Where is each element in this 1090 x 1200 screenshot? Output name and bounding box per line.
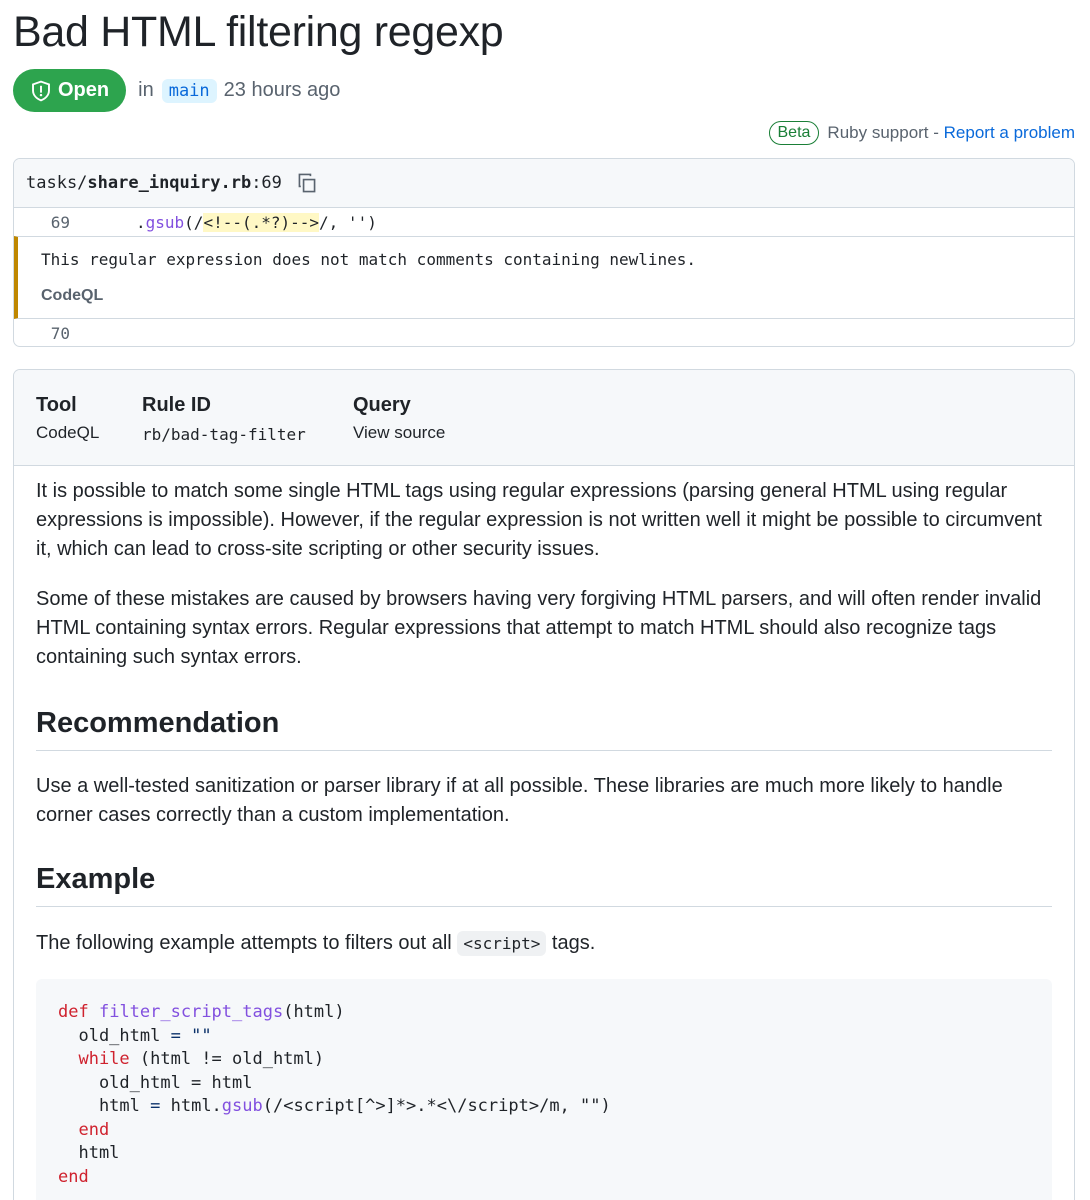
rule-column [142, 394, 306, 444]
help-paragraph-1: It is possible to match some single HTML tags using regular expressions (parsing general HTML using regular expressions is impossible). However, if the regular expression is not written well it might be possible to circumvent it, which can lead to cross-site scripting or other security issues. [36, 480, 1042, 560]
path-prefix: tasks/ [26, 173, 88, 193]
help-paragraph-2: Some of these mistakes are caused by browsers having very forgiving HTML parsers, and will often render invalid HTML containing syntax errors. Regular expressions that attempt to match HTML should also recognize tags containing such syntax errors. [36, 588, 1042, 668]
language-support [769, 121, 1076, 145]
line-suffix: :69 [251, 173, 282, 193]
alert-message: This regular expression does not match comments containing newlines. [41, 250, 697, 269]
tool-value: CodeQL [36, 423, 100, 442]
recommendation-paragraph: Use a well-tested sanitization or parser library if at all possible. These libraries are much more likely to handle corner cases correctly than a custom implementation. [36, 775, 1003, 826]
rule-help [14, 477, 1074, 1200]
alert-title: Bad HTML filtering regexp [13, 8, 504, 56]
rule-details-box [13, 369, 1075, 1200]
alert-tool: CodeQL [41, 287, 104, 304]
line-number: 70 [50, 323, 70, 343]
query-column [353, 394, 445, 443]
rule-id-label: Rule ID [142, 394, 211, 416]
line-number: 69 [50, 212, 70, 232]
in-label: in [138, 79, 154, 101]
rule-id-value: rb/bad-tag-filter [142, 425, 306, 444]
state-badge-open [13, 69, 126, 112]
beta-label: Beta [769, 121, 820, 145]
file-header [14, 159, 1074, 208]
code-text: .gsub(/<!--(.*?)-->/, '') [136, 212, 377, 232]
code-line-70 [14, 319, 1074, 347]
example-paragraph: The following example attempts to filters out all <script> tags. [36, 932, 596, 954]
recommendation-heading: Recommendation [36, 707, 1052, 751]
rule-meta [14, 370, 1074, 466]
state-label: Open [58, 79, 110, 101]
alert-annotation [14, 236, 1074, 319]
shield-icon [30, 80, 52, 102]
file-name: share_inquiry.rb [87, 173, 252, 193]
highlighted-regex: <!--(.*?)--> [203, 212, 320, 232]
code-location-box [13, 158, 1075, 347]
tool-label: Tool [36, 394, 77, 416]
branch-name[interactable]: main [162, 79, 217, 103]
example-code-block: def filter_script_tags(html) old_html = "" while (html != old_html) old_html = html html = html.gsub(/<script[^>]*>.*<\/script>/m, "") end html end [36, 979, 1052, 1200]
view-source-link[interactable]: View source [353, 423, 446, 442]
alert-time: 23 hours ago [223, 79, 341, 101]
inline-code-script: <script> [457, 931, 546, 956]
alert-state-row [13, 69, 340, 112]
tool-column [36, 394, 99, 443]
copy-icon[interactable] [296, 172, 318, 194]
code-line-69 [14, 208, 1074, 236]
report-problem-link[interactable]: Report a problem [943, 123, 1075, 142]
query-label: Query [353, 394, 411, 416]
file-path[interactable] [26, 173, 282, 193]
example-heading: Example [36, 863, 1052, 907]
support-text: Ruby support - [827, 123, 939, 142]
